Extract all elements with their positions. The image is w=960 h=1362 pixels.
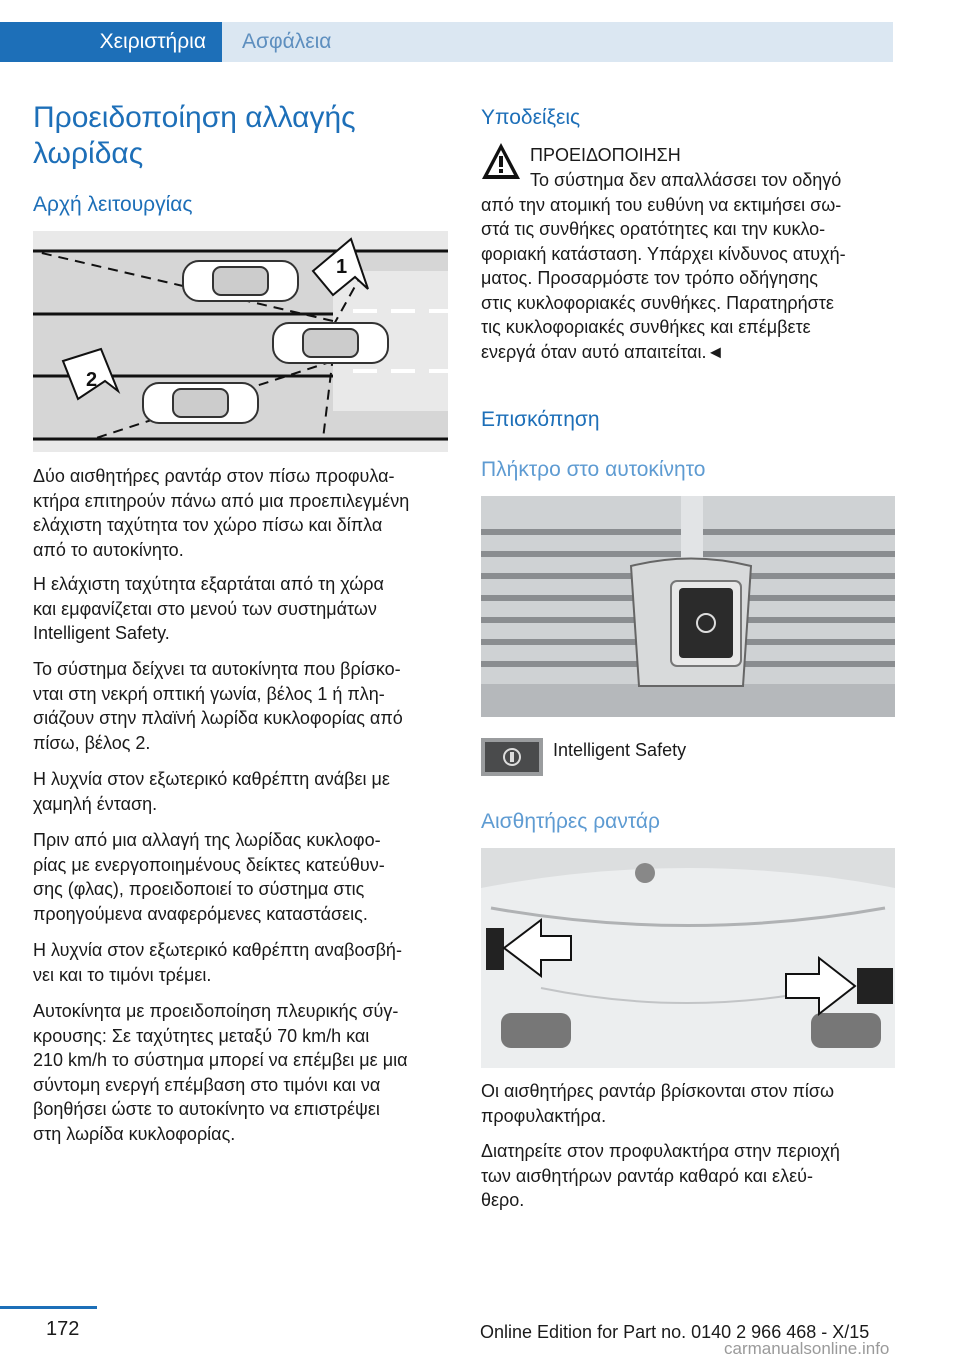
warning-label: ΠΡΟΕΙΔΟΠΟΙΗΣΗ bbox=[530, 145, 681, 165]
paragraph bbox=[481, 1079, 901, 1128]
text-line: νει και το τιμόνι τρέμει. bbox=[33, 964, 212, 985]
text-line: Intelligent Safety. bbox=[33, 623, 170, 643]
car-top bbox=[183, 261, 298, 301]
text-line: πίσω, βέλος 2. bbox=[33, 732, 151, 753]
arrow-1-label: 1 bbox=[336, 256, 348, 278]
text-line: προφυλακτήρα. bbox=[481, 1105, 607, 1126]
footer-rule bbox=[0, 1306, 97, 1309]
text-line: και εμφανίζεται στο μενού των συστημάτων bbox=[33, 598, 377, 619]
text-line: Αυτοκίνητα με προειδοποίηση πλευρικής σύγ- bbox=[33, 1001, 399, 1021]
text-line: ρίας με ενεργοποιημένους δείκτες κατεύθυν- bbox=[33, 854, 385, 875]
text-line: Η λυχνία στον εξωτερικό καθρέπτη ανάβει με bbox=[33, 769, 390, 789]
button-subheading: Πλήκτρο στο αυτοκίνητο bbox=[481, 458, 706, 481]
text-line: προηγούμενα αναφερόμενες καταστάσεις. bbox=[33, 903, 368, 924]
right-radar-sensor bbox=[857, 968, 893, 1004]
text-line: από το αυτοκίνητο. bbox=[33, 539, 184, 560]
paragraph bbox=[33, 464, 453, 562]
text-line: Το σύστημα δείχνει τα αυτοκίνητα που βρίσκο- bbox=[33, 659, 401, 679]
button-label: Intelligent Safety bbox=[553, 740, 687, 760]
paragraph bbox=[33, 767, 453, 816]
text-line: σης (φλας), προειδοποιεί το σύστημα στις bbox=[33, 879, 365, 899]
section-principle-heading: Αρχή λειτουργίας bbox=[33, 193, 193, 216]
paragraph bbox=[33, 572, 453, 646]
paragraph bbox=[33, 999, 453, 1146]
page-number: 172 bbox=[46, 1318, 80, 1340]
page-title-line1: Προειδοποίηση αλλαγής bbox=[33, 101, 356, 134]
text-line: στη λωρίδα κυκλοφορίας. bbox=[33, 1123, 236, 1144]
text-line: σύντομη ενεργή επέμβαση στο τιμόνι και να bbox=[33, 1074, 381, 1095]
paragraph bbox=[33, 828, 453, 926]
text-line: στά τις συνθήκες ορατότητες και την κυκλο- bbox=[481, 219, 826, 239]
text-line: των αισθητήρων ραντάρ καθαρό και ελεύ- bbox=[481, 1165, 813, 1186]
paragraph bbox=[33, 938, 453, 987]
lane-change-diagram bbox=[33, 231, 448, 452]
page-title bbox=[33, 100, 453, 172]
tab-controls[interactable]: Χειριστήρια bbox=[0, 22, 222, 62]
edition-text: Online Edition for Part no. 0140 2 966 468 - X/15 bbox=[480, 1322, 870, 1342]
text-line: Πριν από μια αλλαγή της λωρίδας κυκλοφο- bbox=[33, 830, 381, 850]
hints-heading: Υποδείξεις bbox=[481, 106, 581, 129]
text-line: Η λυχνία στον εξωτερικό καθρέπτη αναβοσβή- bbox=[33, 940, 402, 960]
left-radar-sensor bbox=[486, 928, 504, 970]
text-line: Οι αισθητήρες ραντάρ βρίσκονται στον πίσω bbox=[481, 1081, 835, 1101]
text-line: Διατηρείτε στον προφυλακτήρα στην περιοχή bbox=[481, 1141, 840, 1161]
text-line: βοηθήσει ώστε το αυτοκίνητο να επιστρέψει bbox=[33, 1099, 380, 1119]
warning-paragraph bbox=[481, 168, 901, 364]
overview-heading: Επισκόπηση bbox=[481, 408, 600, 431]
car-middle bbox=[273, 323, 388, 363]
text-line: θερο. bbox=[481, 1190, 525, 1210]
text-line: νται στη νεκρή οπτική γωνία, βέλος 1 ή πλη- bbox=[33, 683, 385, 704]
text-line: 210 km/h το σύστημα μπορεί να επέμβει με μια bbox=[33, 1050, 408, 1070]
text-line: σιάζουν στην πλαϊνή λωρίδα κυκλοφορίας από bbox=[33, 708, 403, 728]
text-line: Το σύστημα δεν απαλλάσσει τον οδηγό bbox=[530, 170, 842, 190]
text-line: από την ατομική του ευθύνη να εκτιμήσει σω- bbox=[481, 194, 842, 215]
button-photo bbox=[481, 496, 895, 717]
lane-change-diagram-svg bbox=[33, 231, 448, 452]
arrow-2-label: 2 bbox=[86, 369, 98, 391]
text-line: ματος. Προσαρμόστε τον τρόπο οδήγησης bbox=[481, 268, 818, 288]
tab-safety[interactable]: Ασφάλεια bbox=[222, 22, 893, 62]
text-line: τις κυκλοφοριακές συνθήκες και επέμβετε bbox=[481, 317, 811, 337]
car-bottom bbox=[143, 383, 258, 423]
text-line: Η ελάχιστη ταχύτητα εξαρτάται από τη χώρα bbox=[33, 574, 384, 594]
paragraph bbox=[33, 657, 453, 755]
text-line: στις κυκλοφοριακές συνθήκες. Παρατηρήστε bbox=[481, 292, 834, 313]
radar-sensors-heading: Αισθητήρες ραντάρ bbox=[481, 810, 660, 833]
text-line: κτήρα επιτηρούν πάνω από μια προεπιλεγμένη bbox=[33, 490, 410, 511]
page-title-line2: λωρίδας bbox=[33, 137, 144, 170]
radar-sensor-photo bbox=[481, 848, 895, 1068]
text-line: χαμηλή ένταση. bbox=[33, 793, 158, 814]
text-line: κρουσης: Σε ταχύτητες μεταξύ 70 km/h και bbox=[33, 1025, 370, 1046]
watermark: carmanualsonline.info bbox=[724, 1339, 890, 1358]
text-line: φοριακή κατάσταση. Υπάρχει κίνδυνος ατυχή- bbox=[481, 243, 846, 264]
text-line: Δύο αισθητήρες ραντάρ στον πίσω προφυλα- bbox=[33, 466, 395, 486]
text-line: ενεργά όταν αυτό απαιτείται.◄ bbox=[481, 341, 725, 362]
paragraph bbox=[481, 1139, 901, 1213]
intelligent-safety-button-icon bbox=[481, 738, 543, 776]
header-tabs bbox=[0, 22, 960, 62]
text-line: ελάχιστη ταχύτητα τον χώρο πίσω και δίπλα bbox=[33, 515, 383, 535]
